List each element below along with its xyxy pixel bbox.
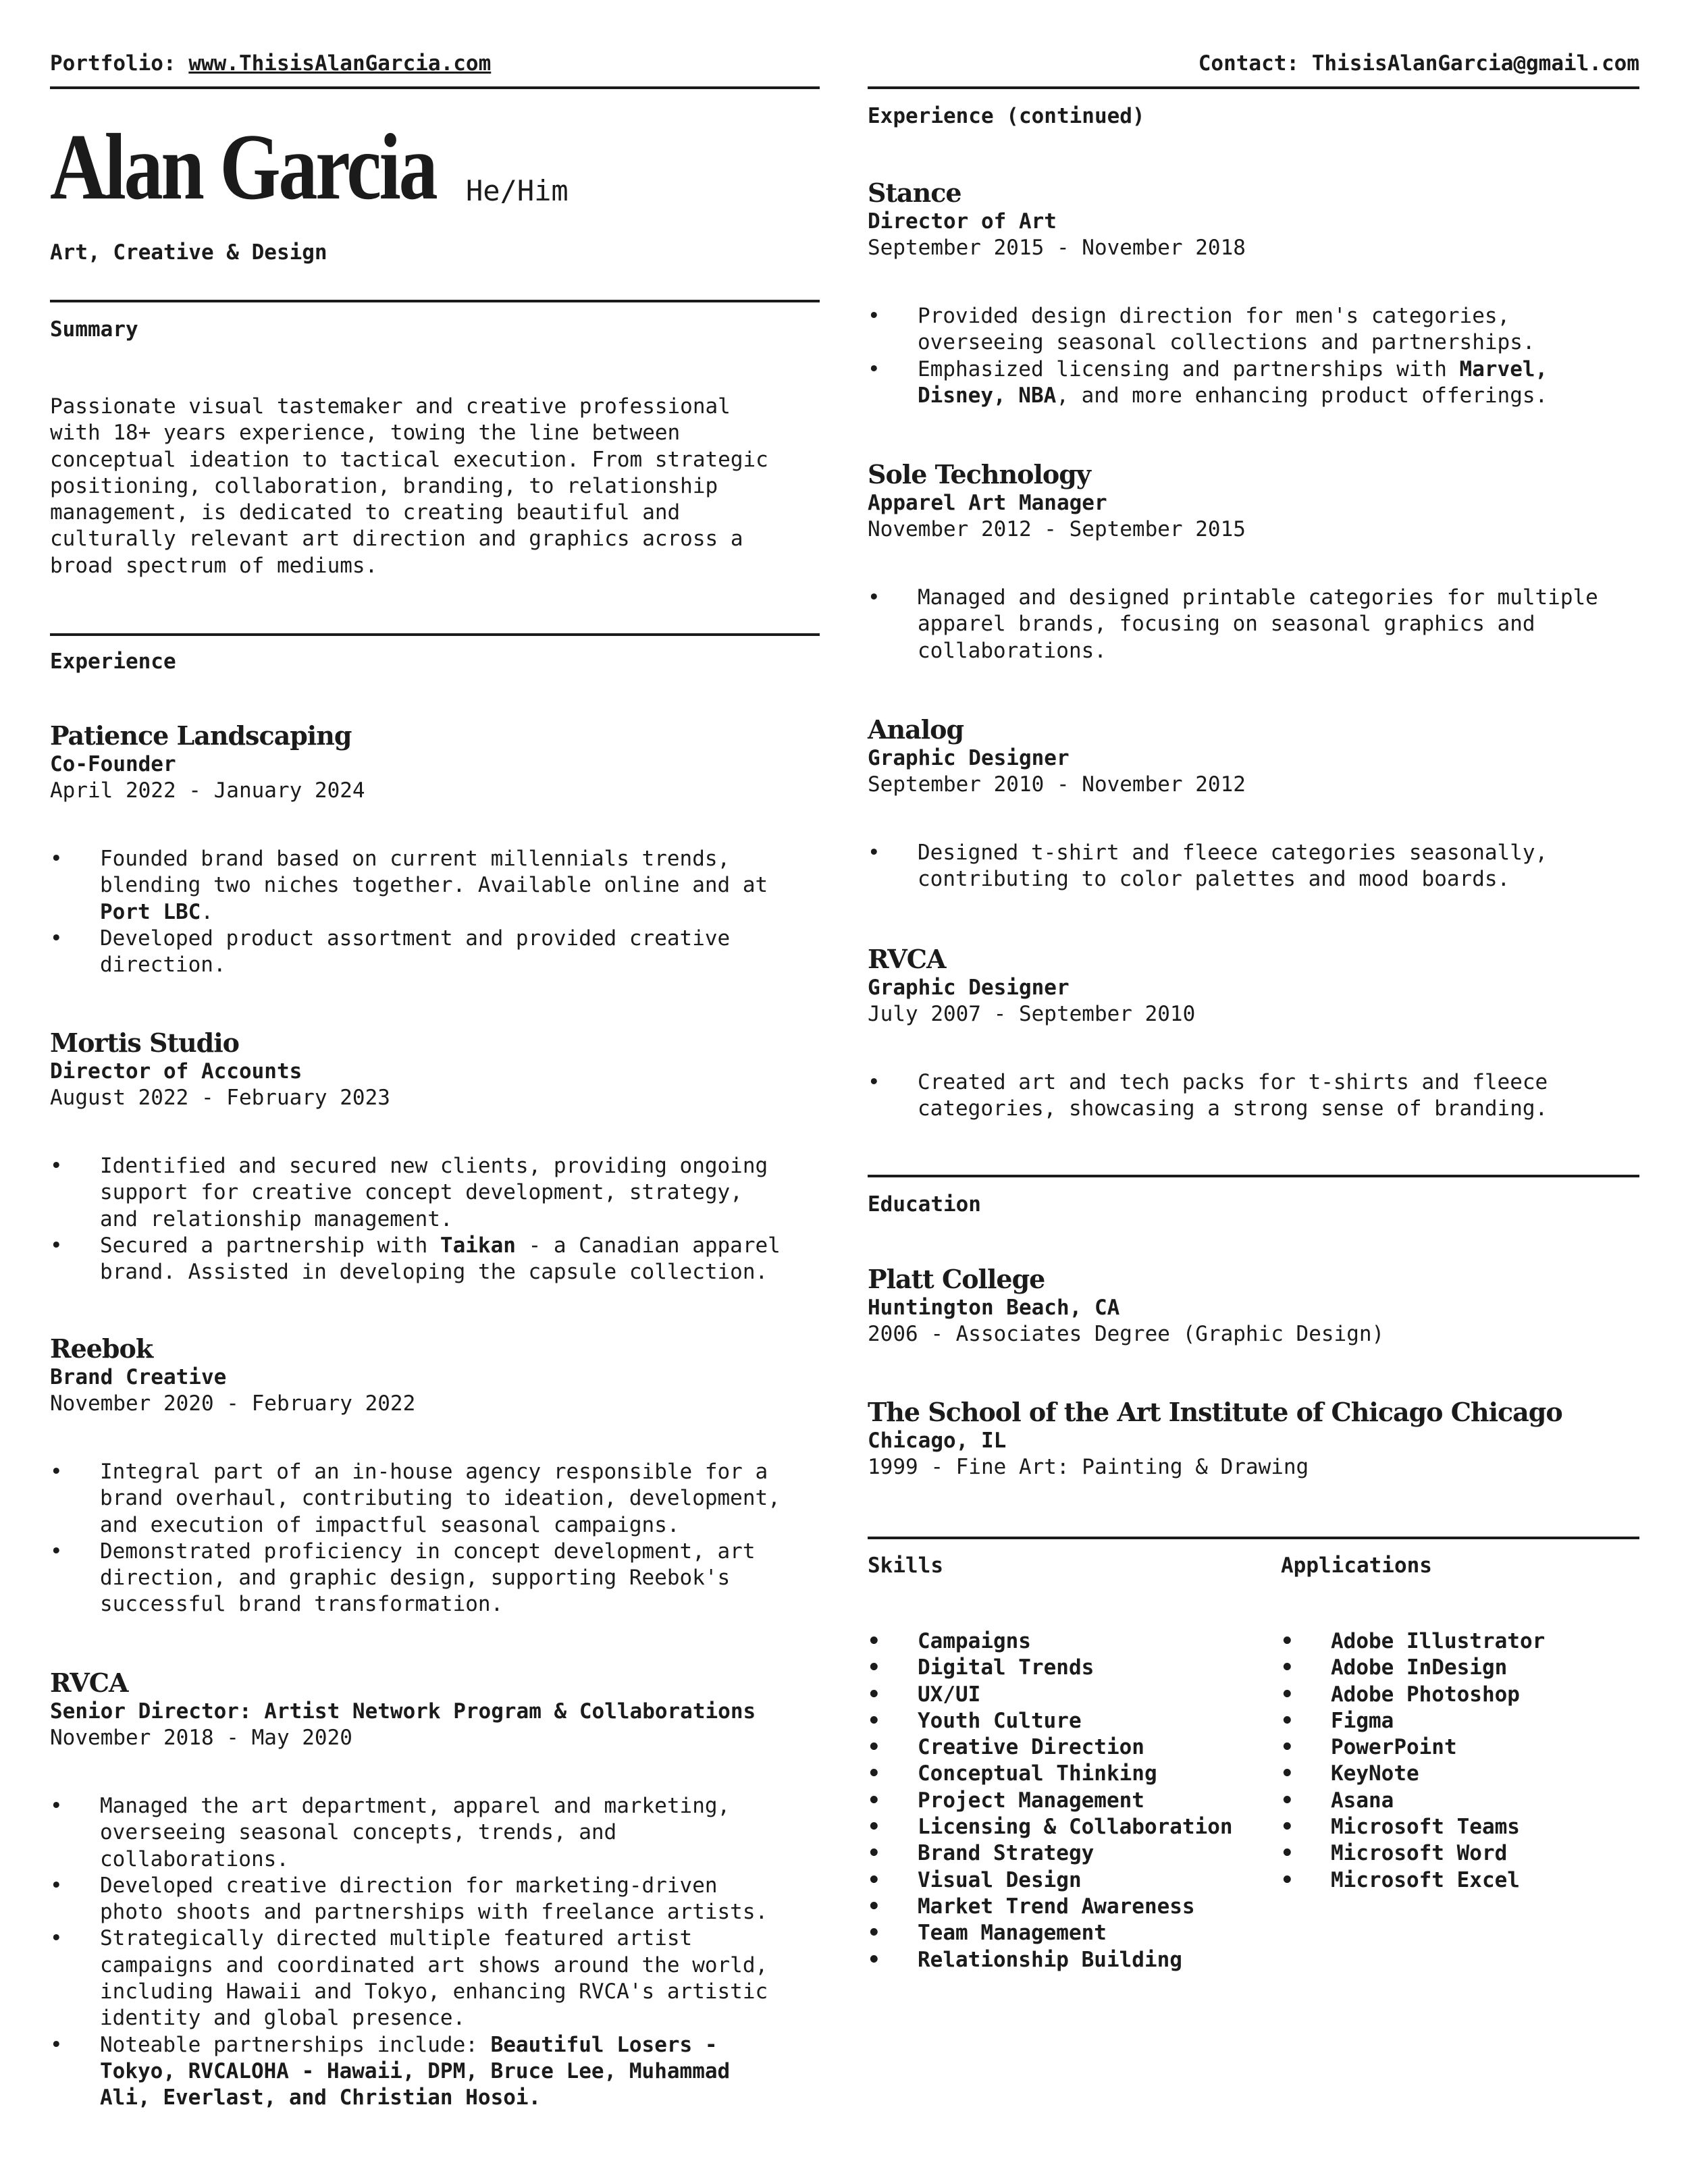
application-item: • Figma [1281,1708,1545,1734]
job-bullets [50,1793,833,2112]
divider [50,300,820,302]
company-name: Stance [868,178,961,208]
divider [868,86,1639,89]
job-bullets [868,585,1651,664]
job-bullets [50,1459,820,1618]
company-name: Mortis Studio [50,1028,240,1058]
portfolio-line [50,51,491,76]
job-role: Director of Accounts [50,1059,302,1084]
job-dates: November 2018 - May 2020 [50,1726,352,1750]
skill-item: • Relationship Building [868,1947,1233,1973]
company-name: Analog [868,714,964,745]
skill-item: • Licensing & Collaboration [868,1814,1233,1840]
skill-item: • Campaigns [868,1628,1233,1655]
applications-heading: Applications [1281,1553,1432,1578]
summary-text: Passionate visual tastemaker and creative professional with 18+ years experience, towing the line between conceptual ideation to tactical execution. From strategic positioning, collaboration, branding, to relationship management, is dedicated to creating beautiful and culturally relevant art direction and graphics across a broad spectrum of mediums. [50,394,768,578]
bullet-item: • Founded brand based on current millennials trends, blending two niches together. Available online and at Port LBC. [50,846,820,926]
divider [50,633,820,636]
job-entry [50,1668,833,2112]
bullet-item: • Designed t-shirt and fleece categories seasonally, contributing to color palettes and mood boards. [868,840,1651,893]
company-name: RVCA [50,1668,128,1698]
skills-heading: Skills [868,1553,943,1578]
job-role: Director of Art [868,209,1057,234]
job-bullets [868,840,1651,893]
profile-pronouns: He/Him [466,174,569,207]
job-dates: November 2020 - February 2022 [50,1391,416,1416]
company-name: Reebok [50,1333,153,1364]
bullet-item: • Emphasized licensing and partnerships with Marvel, Disney, NBA, and more enhancing product offerings. [868,356,1651,410]
bullet-item: • Demonstrated proficiency in concept development, art direction, and graphic design, supporting Reebok's successful brand transformation. [50,1539,820,1618]
job-dates: November 2012 - September 2015 [868,517,1246,541]
application-item: • KeyNote [1281,1761,1545,1787]
job-dates: July 2007 - September 2010 [868,1002,1196,1026]
school-detail: 2006 - Associates Degree (Graphic Design) [868,1322,1385,1346]
job-entry [868,944,1651,1123]
skill-item: • Team Management [868,1920,1233,1946]
skill-item: • Youth Culture [868,1708,1233,1734]
application-item: • Microsoft Teams [1281,1814,1545,1840]
divider [50,86,820,89]
bullet-item: • Integral part of an in-house agency responsible for a brand overhaul, contributing to ideation, development, and execution of impactful seasonal campaigns. [50,1459,820,1539]
school-name: The School of the Art Institute of Chicago Chicago [868,1397,1562,1427]
contact-email[interactable]: ThisisAlanGarcia@gmail.com [1311,51,1639,76]
school-location: Chicago, IL [868,1429,1007,1453]
job-entry [50,720,820,978]
job-dates: September 2015 - November 2018 [868,236,1246,260]
contact-line [1198,51,1639,76]
school-location: Huntington Beach, CA [868,1296,1120,1320]
bullet-item: • Identified and secured new clients, providing ongoing support for creative concept development, strategy, and relationship management. [50,1153,820,1233]
skills-list [868,1628,1233,1973]
company-name: Patience Landscaping [50,720,352,751]
experience-continued-heading: Experience (continued) [868,104,1145,128]
skill-item: • Conceptual Thinking [868,1761,1233,1787]
bullet-item: • Developed creative direction for marketing-driven photo shoots and partnerships with freelance artists. [50,1873,833,1926]
portfolio-link[interactable]: www.ThisisAlanGarcia.com [188,51,492,76]
bullet-item: • Secured a partnership with Taikan - a Canadian apparel brand. Assisted in developing the capsule collection. [50,1233,820,1286]
job-entry [868,714,1651,893]
bullet-item: • Managed the art department, apparel and marketing, overseeing seasonal concepts, trends, and collaborations. [50,1793,833,1873]
skill-item: • Project Management [868,1788,1233,1814]
skill-item: • Creative Direction [868,1734,1233,1761]
portfolio-label: Portfolio: [50,51,176,76]
experience-heading: Experience [50,649,176,674]
profile-tagline: Art, Creative & Design [50,240,327,265]
application-item: • PowerPoint [1281,1734,1545,1761]
application-item: • Microsoft Excel [1281,1867,1545,1894]
bullet-item: • Created art and tech packs for t-shirts and fleece categories, showcasing a strong sense of branding. [868,1069,1651,1123]
job-role: Co-Founder [50,752,176,776]
job-entry [50,1028,820,1285]
job-bullets [50,846,820,978]
divider [868,1175,1639,1177]
summary-heading: Summary [50,317,138,342]
school-name: Platt College [868,1264,1045,1294]
application-item: • Microsoft Word [1281,1840,1545,1867]
job-bullets [50,1153,820,1285]
job-role: Apparel Art Manager [868,491,1107,515]
job-dates: August 2022 - February 2023 [50,1086,390,1110]
applications-list [1281,1628,1545,1894]
bullet-item: • Strategically directed multiple featured artist campaigns and coordinated art shows around the world, including Hawaii and Tokyo, enhancing RVCA's artistic identity and global presence. [50,1925,833,2031]
job-role: Graphic Designer [868,746,1070,770]
job-dates: April 2022 - January 2024 [50,778,365,803]
company-name: RVCA [868,944,946,974]
skill-item: • Brand Strategy [868,1840,1233,1867]
school-entry [868,1397,1651,1481]
skill-item: • Digital Trends [868,1655,1233,1681]
job-entry [868,459,1651,664]
job-bullets [868,1069,1651,1123]
school-detail: 1999 - Fine Art: Painting & Drawing [868,1455,1309,1479]
application-item: • Adobe Photoshop [1281,1682,1545,1708]
job-entry [868,178,1651,409]
job-role: Graphic Designer [868,976,1070,1000]
application-item: • Adobe InDesign [1281,1655,1545,1681]
skill-item: • Market Trend Awareness [868,1894,1233,1920]
skill-item: • Visual Design [868,1867,1233,1894]
job-entry [50,1333,820,1618]
profile-name: Alan Garcia [50,115,436,219]
skill-item: • UX/UI [868,1682,1233,1708]
bullet-item: • Noteable partnerships include: Beautiful Losers - Tokyo, RVCALOHA - Hawaii, DPM, Bruce Lee, Muhammad Ali, Everlast, and Christian Hosoi. [50,2032,833,2112]
contact-label: Contact: [1198,51,1300,76]
job-bullets [868,303,1651,409]
company-name: Sole Technology [868,459,1090,489]
job-role: Senior Director: Artist Network Program & Collaborations [50,1699,756,1724]
application-item: • Asana [1281,1788,1545,1814]
education-heading: Education [868,1192,981,1217]
job-dates: September 2010 - November 2012 [868,772,1246,797]
job-role: Brand Creative [50,1365,227,1389]
bullet-item: • Developed product assortment and provided creative direction. [50,926,820,979]
application-item: • Adobe Illustrator [1281,1628,1545,1655]
divider [868,1537,1639,1539]
bullet-item: • Managed and designed printable categories for multiple apparel brands, focusing on seasonal graphics and collaborations. [868,585,1651,664]
school-entry [868,1264,1651,1348]
bullet-item: • Provided design direction for men's categories, overseeing seasonal collections and partnerships. [868,303,1651,356]
